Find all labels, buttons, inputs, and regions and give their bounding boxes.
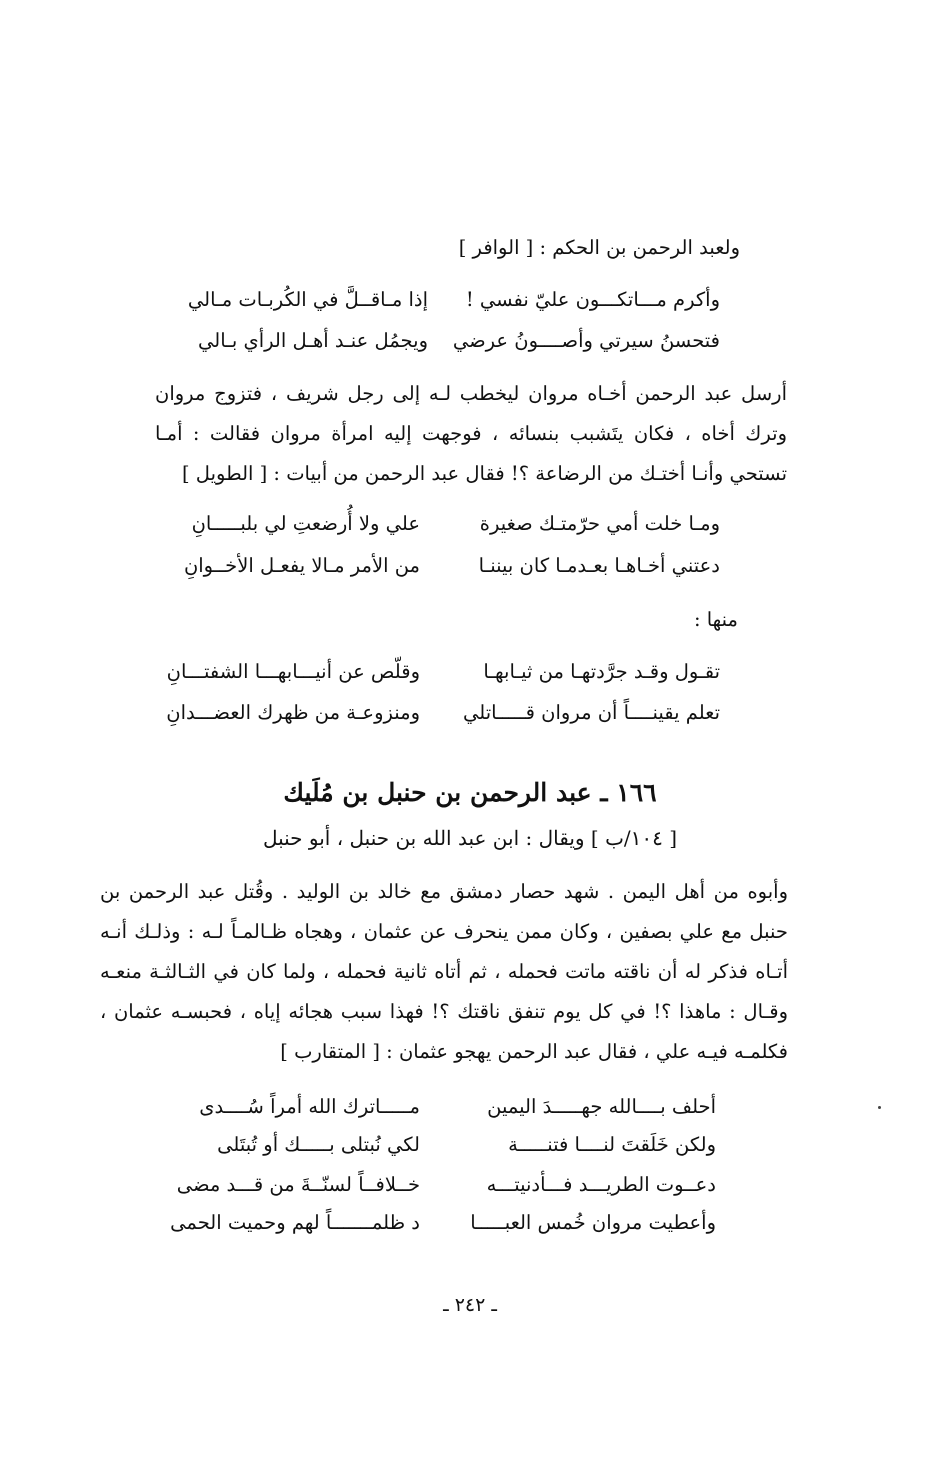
verse-hemistich-right: أحلف بــــالله جهـــــدَ اليمين — [487, 1095, 716, 1118]
verse-hemistich-left: خــلافــاً لسنّــةَ من قـــد مضى — [176, 1173, 420, 1196]
verse-hemistich-right: ولكن خَلَقتَ لنــــا فتنـــــة — [508, 1133, 716, 1156]
verse-hemistich-left: د ظلمـــــــاً لهم وحميت الحمى — [170, 1211, 420, 1234]
verse-hemistich-right: تقـول وقـد جرَّدتهـا من ثيـابهـا — [483, 660, 720, 683]
verse-hemistich-right: تعلم يقينــــاً أن مروان قـــــاتلي — [463, 701, 720, 724]
verse-hemistich-right: ومـا خلت أمي حرّمتـك صغيرة — [479, 512, 720, 535]
verse-hemistich-left: مـــــاترك الله أمراً سُــــدى — [199, 1095, 420, 1118]
verse-hemistich-right: فتحسنُ سيرتي وأصــــونُ عرضي — [452, 329, 720, 352]
body-paragraph: أرسل عبد الرحمن أخـاه مروان ليخطب لـه إلى رجل شريف ، فتزوج مروان وترك أخاه ، فكان يتَشبب بنسائه ، فوجهت إليه امرأة مروان فقالت : أمـا تستحي وأنـا أختـك من الرضاعة ؟! فقال عبد الرحمن من أبيات : [ الطويل ] — [155, 382, 787, 485]
verse-intro: منها : — [693, 608, 738, 631]
verse-hemistich-left: وقلّص عن أنيـــابهـــا الشفتـــانِ — [166, 660, 420, 683]
verse-hemistich-left: إذا مـاقــلَّ في الكُربـات مـالي — [187, 288, 428, 311]
verse-hemistich-left: ومنزوعـة من ظهرك العضـــدانِ — [166, 701, 420, 724]
verse-hemistich-right: وأعطيت مروان خُمس العبـــــا — [470, 1211, 716, 1234]
verse-hemistich-right: دعتني أخـاهـا بعـدمـا كان بيننـا — [478, 554, 720, 577]
verse-intro: ولعبد الرحمن بن الحكم : [ الوافر ] — [458, 236, 740, 259]
scan-speck — [878, 1106, 881, 1109]
verse-hemistich-left: من الأمر مـالا يفعـل الأخــوانِ — [183, 554, 420, 577]
verse-hemistich-left: علي ولا أُرضعتِ لي بلبـــــانِ — [191, 512, 420, 535]
verse-hemistich-left: لكي نُبتلى بـــــك أو تُبتَلى — [217, 1133, 420, 1156]
section-subtitle: [ ١٠٤/ب ] ويقال : ابن عبد الله بن حنبل ، أبو حنبل — [262, 826, 678, 850]
verse-hemistich-left: ويجمُل عنـد أهـل الرأي بـالي — [198, 329, 428, 352]
page-number: ـ ٢٤٢ ـ — [443, 1294, 497, 1316]
body-paragraph: وأبوه من أهل اليمن . شهد حصار دمشق مع خالد بن الوليد . وقُتل عبد الرحمن بن حنبل مع علي بصفين ، وكان ممن ينحرف عن عثمان ، وهجاه ظـالمـاً لـه : وذلـك أنـه أتـاه فذكر له أن ناقته ماتت فحمله ، ثم أتاه ثانية فحمله ، ولما كان في الثـالثـة منعـه وقـال : ماهذا ؟! في كل يوم تنفق ناقتك ؟! فهذا سبب هجائه إياه ، فحبسـه عثمان ، فكلمـه فيـه علي ، فقال عبد الرحمن يهجو عثمان : [ المتقارب ] — [100, 880, 788, 1063]
section-title: ١٦٦ ـ عبد الرحمن بن حنبل بن مُلَيك — [283, 778, 657, 807]
verse-hemistich-right: وأكرم مـــاتكـــون عليّ نفسي ! — [465, 288, 720, 311]
verse-hemistich-right: دعــوت الطريـــد فـــأدنيتـــه — [486, 1173, 716, 1196]
